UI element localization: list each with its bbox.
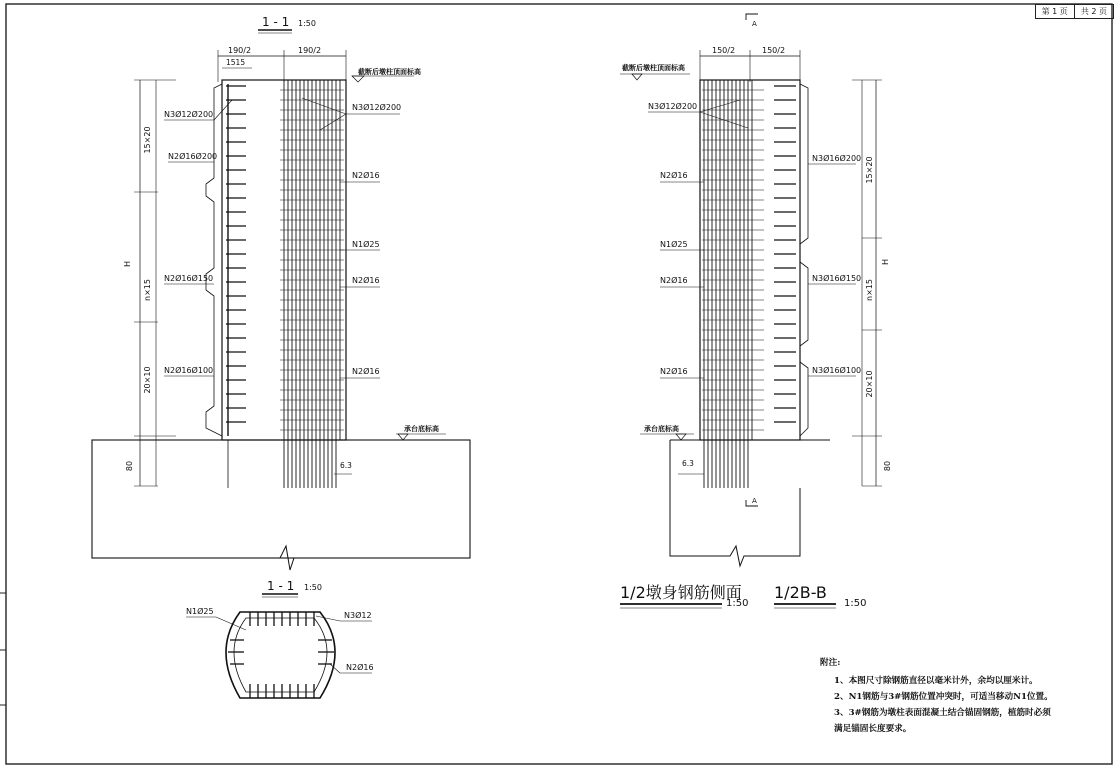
- left-dim-small: 6.3: [340, 461, 352, 470]
- page-total: 共 2 页: [1074, 5, 1113, 18]
- page-number: 第 1 页: [1041, 7, 1068, 16]
- left-section-mark: 1 - 1: [262, 15, 290, 29]
- notes-heading: 附注:: [820, 658, 841, 668]
- right-ltag-2: N2Ø16: [660, 171, 688, 180]
- right-dim-top-right: 150/2: [762, 46, 786, 55]
- right-vdim-2: H: [881, 258, 890, 266]
- right-rtag-3: N3Ø16Ø100: [812, 366, 862, 375]
- right-ltag-4: N2Ø16: [660, 276, 688, 285]
- left-rtag-4: N2Ø16: [352, 276, 380, 285]
- right-rtag-2: N3Ø16Ø150: [812, 274, 862, 283]
- right-label-cut-top: 截断后墩柱顶面标高: [622, 64, 685, 72]
- left-rtag-5: N2Ø16: [352, 367, 380, 376]
- right-vdim-1: 15×20: [865, 156, 874, 184]
- left-label-cut-top: 截断后墩柱顶面标高: [358, 68, 421, 76]
- left-dim-top-right: 190/2: [298, 46, 322, 55]
- right-vdim-4: 20×10: [865, 370, 874, 398]
- notes: [820, 655, 1070, 737]
- cross-section-scale: 1:50: [304, 583, 322, 592]
- cross-label-n2: N2Ø16: [346, 663, 374, 672]
- note-item-1: 1、本图尺寸除钢筋直径以毫米计外，余均以厘米计。: [834, 676, 1038, 686]
- right-vdim-3: n×15: [865, 279, 874, 301]
- right-label-base: 承台底标高: [644, 425, 679, 433]
- left-elevation: [92, 15, 470, 570]
- left-rtag-2: N2Ø16: [352, 171, 380, 180]
- left-rtag-1: N3Ø12Ø200: [352, 103, 402, 112]
- section-title: 1/2B-B: [774, 583, 827, 602]
- left-dim-cover: 1515: [226, 58, 246, 67]
- right-cut-mark-bottom: A: [752, 497, 757, 505]
- left-vdim-1: 15×20: [143, 126, 152, 154]
- left-label-base: 承台底标高: [404, 425, 439, 433]
- left-tag-4: N2Ø16Ø100: [164, 366, 214, 375]
- right-cut-mark-top: A: [752, 20, 757, 28]
- view-titles: [620, 583, 866, 609]
- left-tag-3: N2Ø16Ø150: [164, 274, 214, 283]
- left-vdim-4: 20×10: [143, 366, 152, 394]
- left-rtag-3: N1Ø25: [352, 240, 380, 249]
- right-dim-small: 6.3: [682, 459, 694, 468]
- left-tag-1: N3Ø12Ø200: [164, 110, 214, 119]
- right-ltag-1: N3Ø12Ø200: [648, 102, 698, 111]
- right-rtag-1: N3Ø16Ø200: [812, 154, 862, 163]
- left-vdim-2: H: [123, 260, 132, 268]
- cross-section-mark: 1 - 1: [267, 579, 295, 593]
- left-vdim-5: 80: [125, 460, 134, 472]
- note-item-4: 满足锚固长度要求。: [834, 724, 912, 734]
- right-elevation: [620, 14, 892, 566]
- cross-section: [186, 579, 374, 698]
- cross-label-n3: N3Ø12: [344, 611, 372, 620]
- right-vdim-5: 80: [883, 460, 892, 472]
- main-title: 1/2墩身钢筋侧面: [620, 583, 742, 602]
- right-ltag-5: N2Ø16: [660, 367, 688, 376]
- main-title-scale: 1:50: [726, 598, 749, 609]
- right-dim-top-left: 150/2: [712, 46, 736, 55]
- note-item-3: 3、3#钢筋为墩柱表面混凝土结合锚固钢筋，植筋时必须: [834, 708, 1051, 718]
- left-dim-top-left: 190/2: [228, 46, 252, 55]
- section-title-scale: 1:50: [844, 598, 867, 609]
- left-tag-2: N2Ø16Ø200: [168, 152, 218, 161]
- left-vdim-3: n×15: [143, 279, 152, 301]
- note-item-2: 2、N1钢筋与3#钢筋位置冲突时，可适当移动N1位置。: [834, 692, 1053, 702]
- left-section-scale: 1:50: [298, 19, 316, 28]
- title-block: [1035, 4, 1114, 19]
- right-ltag-3: N1Ø25: [660, 240, 688, 249]
- cross-label-n1: N1Ø25: [186, 607, 214, 616]
